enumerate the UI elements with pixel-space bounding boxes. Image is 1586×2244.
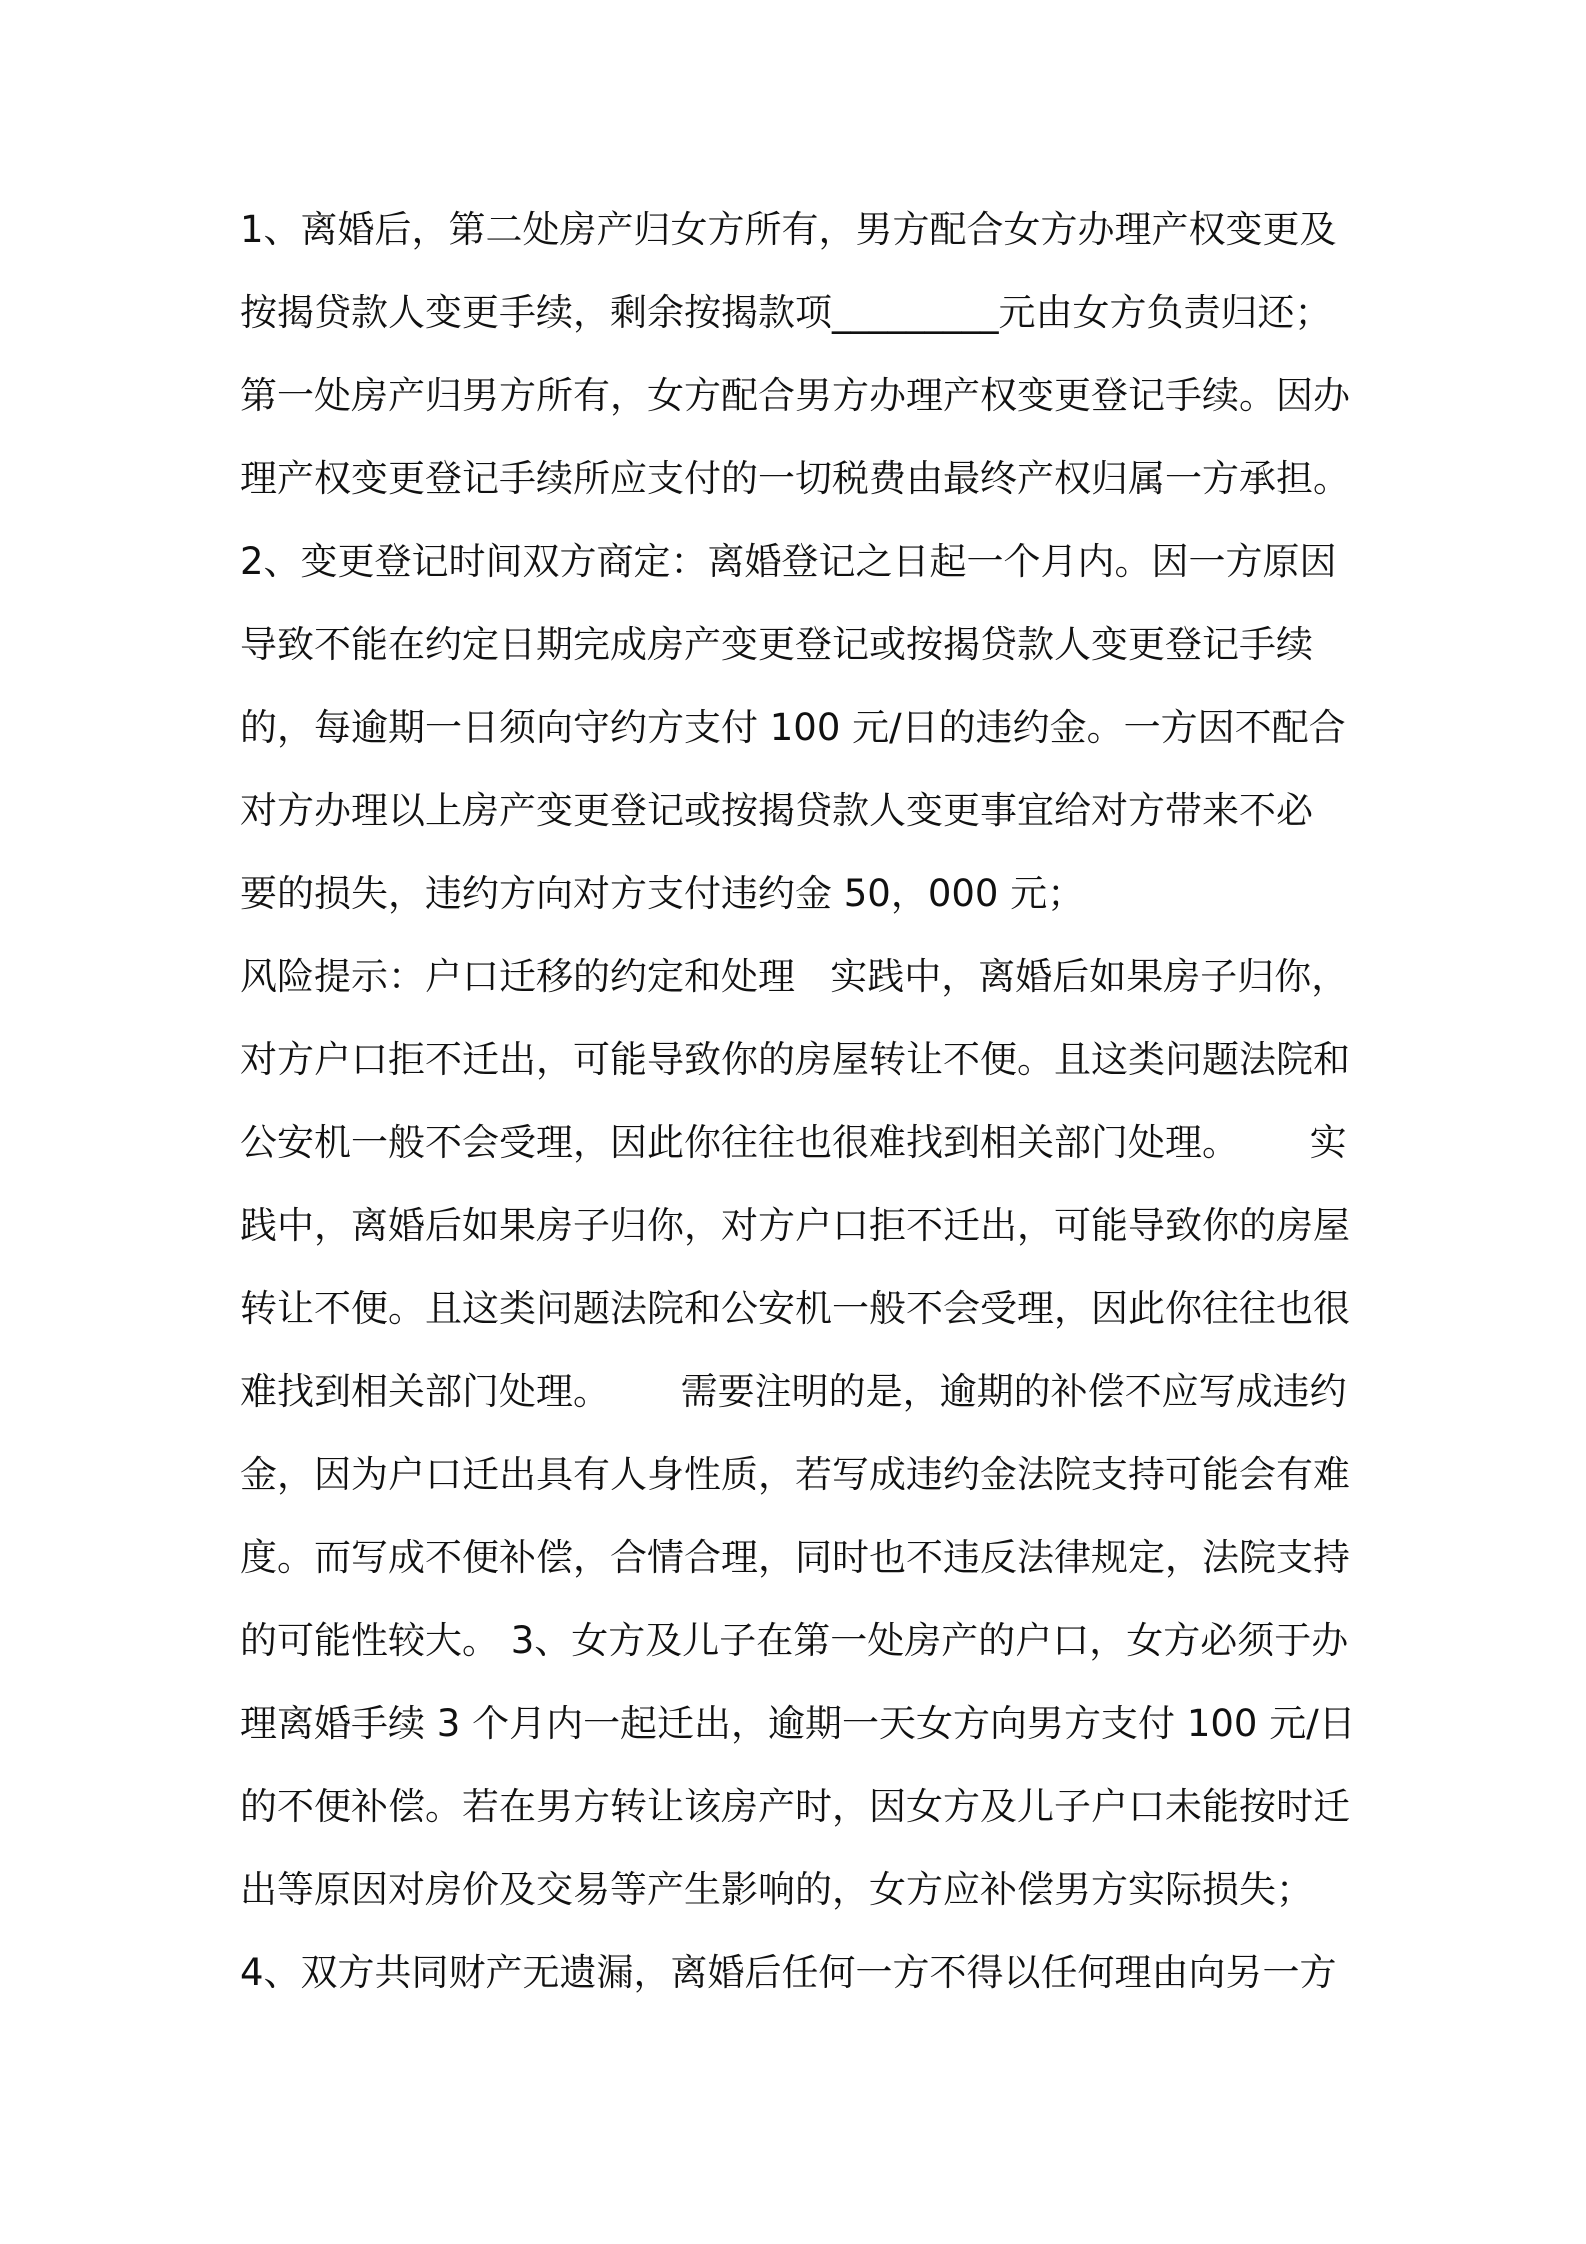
text-line-1: 1、离婚后，第二处房产归女方所有，男方配合女方办理产权变更及 [240, 208, 1337, 251]
text-line-3: 第一处房产归男方所有，女方配合男方办理产权变更登记手续。因办 [240, 374, 1350, 417]
text-line-20: 的不便补偿。若在男方转让该房产时，因女方及儿子户口未能按时迁 [240, 1785, 1350, 1828]
text-line-21: 出等原因对房价及交易等产生影响的，女方应补偿男方实际损失； [240, 1868, 1313, 1911]
text-line-4: 理产权变更登记手续所应支付的一切税费由最终产权归属一方承担。 [240, 457, 1350, 500]
text-line-14: 转让不便。且这类问题法院和公安机一般不会受理，因此你往往也很 [240, 1287, 1350, 1330]
text-line-2: 按揭贷款人变更手续，剩余按揭款项_________元由女方负责归还； [240, 291, 1332, 334]
text-line-15: 难找到相关部门处理。 需要注明的是，逾期的补偿不应写成违约 [240, 1370, 1347, 1413]
text-line-8: 对方办理以上房产变更登记或按揭贷款人变更事宜给对方带来不必 [240, 789, 1313, 832]
text-line-22: 4、双方共同财产无遗漏，离婚后任何一方不得以任何理由向另一方 [240, 1951, 1337, 1994]
text-line-19: 理离婚手续 3 个月内一起迁出，逾期一天女方向男方支付 100 元/日 [240, 1702, 1356, 1745]
text-line-13: 践中，离婚后如果房子归你，对方户口拒不迁出，可能导致你的房屋 [240, 1204, 1350, 1247]
text-line-12: 公安机一般不会受理，因此你往往也很难找到相关部门处理。 实 [240, 1121, 1347, 1164]
text-line-16: 金，因为户口迁出具有人身性质，若写成违约金法院支持可能会有难 [240, 1453, 1350, 1496]
text-line-7: 的，每逾期一日须向守约方支付 100 元/日的违约金。一方因不配合 [240, 706, 1346, 749]
text-line-9: 要的损失，违约方向对方支付违约金 50，000 元； [240, 872, 1085, 915]
text-line-17: 度。而写成不便补偿，合情合理，同时也不违反法律规定，法院支持 [240, 1536, 1350, 1579]
text-line-6: 导致不能在约定日期完成房产变更登记或按揭贷款人变更登记手续 [240, 623, 1313, 666]
text-line-5: 2、变更登记时间双方商定：离婚登记之日起一个月内。因一方原因 [240, 540, 1337, 583]
text-line-10: 风险提示：户口迁移的约定和处理 实践中，离婚后如果房子归你， [240, 955, 1349, 998]
text-line-18: 的可能性较大。 3、女方及儿子在第一处房产的户口，女方必须于办 [240, 1619, 1349, 1662]
text-line-11: 对方户口拒不迁出，可能导致你的房屋转让不便。且这类问题法院和 [240, 1038, 1350, 1081]
